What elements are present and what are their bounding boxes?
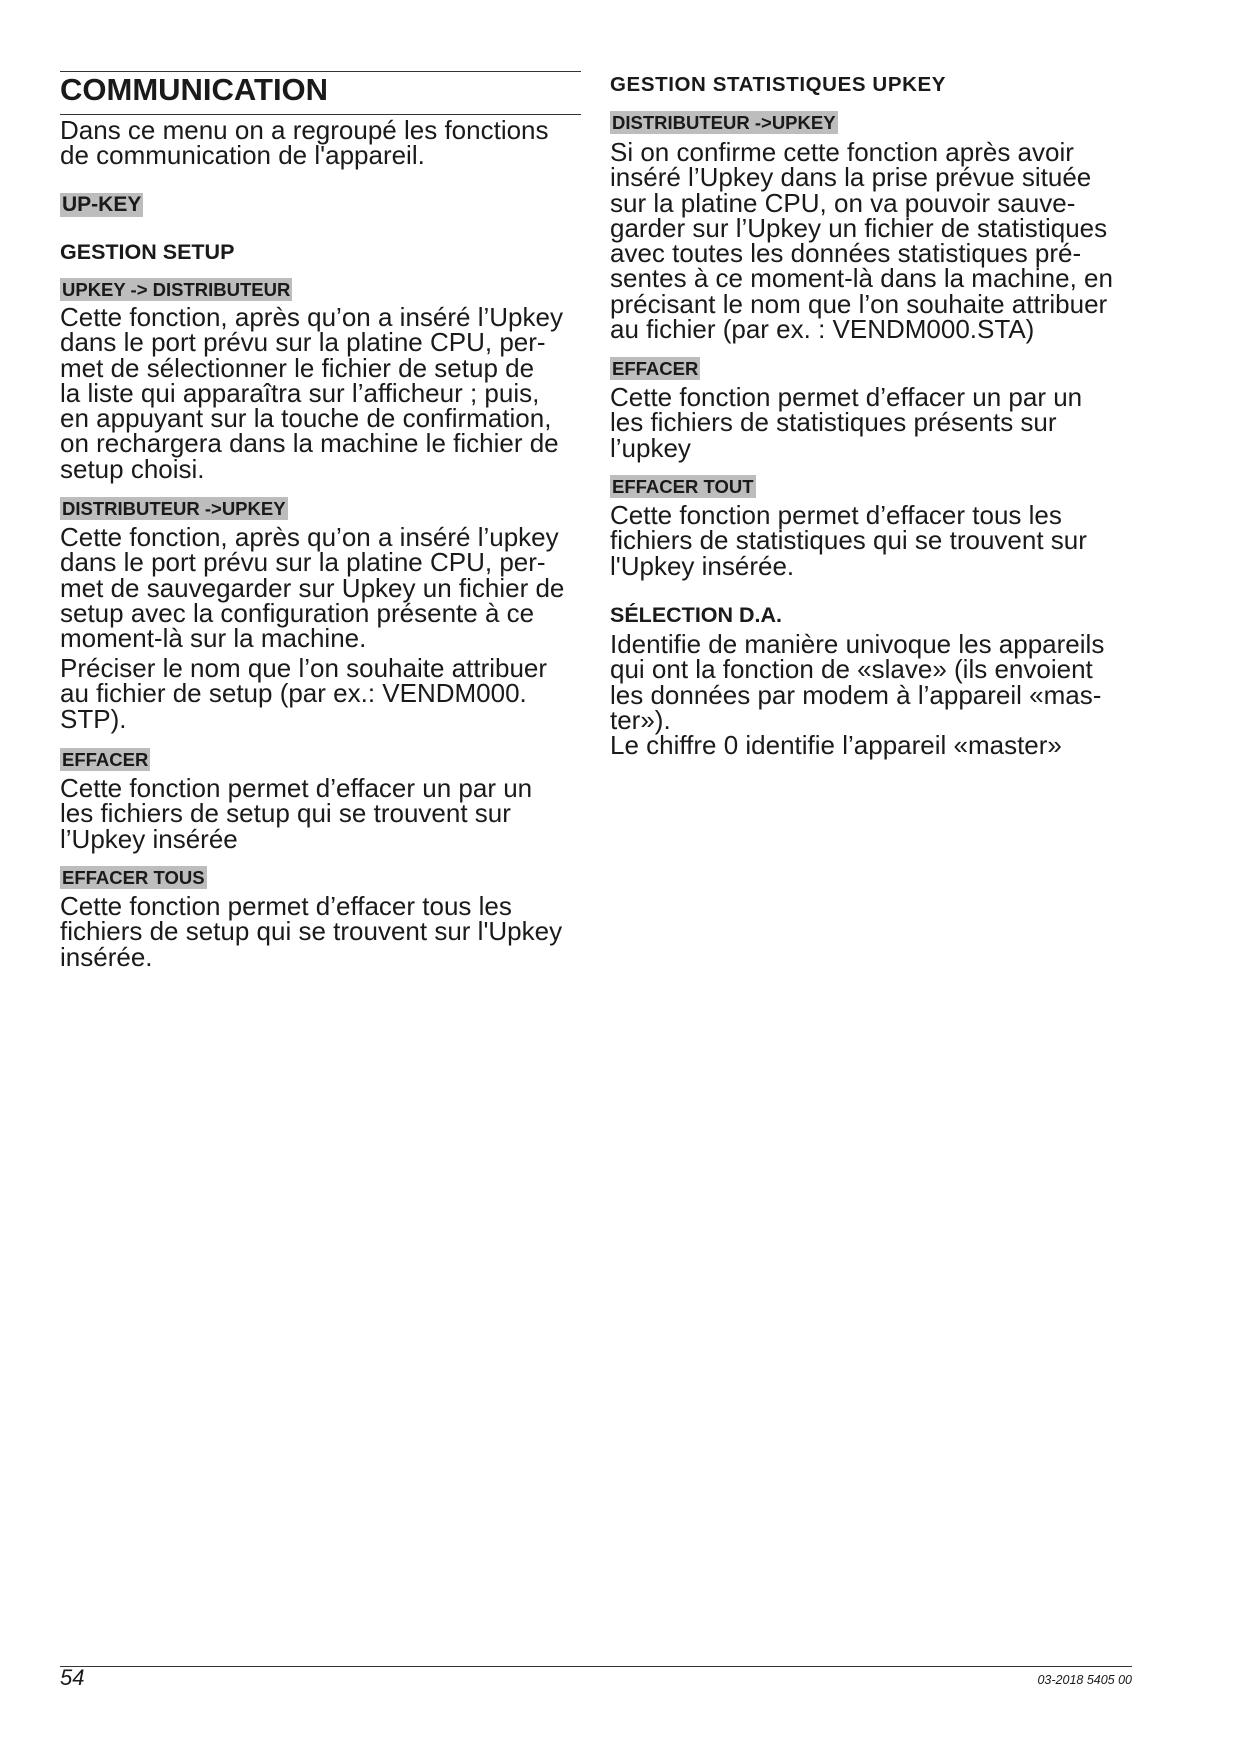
stats-effacer-text: Cette fonction permet d’effacer un par un les fichiers de statistiques présents sur l’upkey [610,382,1083,463]
page-number: 54 [60,1665,85,1690]
stats-effacer-tout-label: EFFACER TOUT [612,476,754,497]
intro-paragraph: Dans ce menu on a regroupé les fonctions de communication de l'appareil. [60,115,549,171]
selection-da-heading: SÉLECTION D.A. [610,603,783,627]
stats-distributeur-to-upkey-label: DISTRIBUTEUR ->UPKEY [612,112,836,133]
setup-effacer-tous-text: Cette fonction permet d’effacer tous les fichiers de setup qui se trouvent sur l'Upkey insérée. [60,891,563,972]
gestion-setup-heading: GESTION SETUP [60,240,235,264]
gestion-statistiques-heading: GESTION STATISTIQUES UPKEY [610,73,947,96]
upkey-to-distributeur-text: Cette fonction, après qu’on a inséré l’Upkey dans le port prévu sur la platine CPU, per- met de sélectionner le fichier de setup de la liste qui apparaîtra sur l’afficheur ; puis, en appuyant sur la touche de confirmation, on rechargera dans la machine le fichier de setup choisi. [60,302,563,484]
selection-da-text: Identifie de manière univoque les appareils qui ont la fonction de «slave» (ils envoient les données par modem à l’appareil «mas- ter»). Le chiffre 0 identifie l’appareil «master» [610,629,1105,761]
document-reference: 03-2018 5405 00 [1037,1673,1132,1687]
setup-effacer-tous-label: EFFACER TOUS [62,867,205,888]
distributeur-to-upkey-note: Préciser le nom que l’on souhaite attribuer au fichier de setup (par ex.: VENDM000. STP). [60,653,548,734]
stats-effacer-label: EFFACER [612,358,699,379]
footer-rule [60,1666,1132,1667]
page-title: COMMUNICATION [60,72,329,107]
distributeur-to-upkey-text: Cette fonction, après qu’on a inséré l’upkey dans le port prévu sur la platine CPU, per- met de sauvegarder sur Upkey un fichier de setup avec la configuration présente à ce moment-là sur la machine. [60,522,565,654]
upkey-section-label: UP-KEY [62,193,142,216]
stats-distributeur-to-upkey-text: Si on confirme cette fonction après avoir inséré l’Upkey dans la prise prévue située sur la platine CPU, on va pouvoir sauve- garder sur l’Upkey un fichier de statistiques avec toutes les données statistiques pré- sentes à ce moment-là dans la machine, en précisant le nom que l’on souhaite attribuer au fichier (par ex. : VENDM000.STA) [610,137,1113,345]
distributeur-to-upkey-label: DISTRIBUTEUR ->UPKEY [62,498,286,519]
stats-effacer-tout-text: Cette fonction permet d’effacer tous les fichiers de statistiques qui se trouvent sur l'Upkey insérée. [610,500,1087,581]
setup-effacer-text: Cette fonction permet d’effacer un par un les fichiers de setup qui se trouvent sur l’Upkey insérée [60,773,533,854]
setup-effacer-label: EFFACER [62,749,149,770]
upkey-to-distributeur-label: UPKEY -> DISTRIBUTEUR [62,279,291,300]
